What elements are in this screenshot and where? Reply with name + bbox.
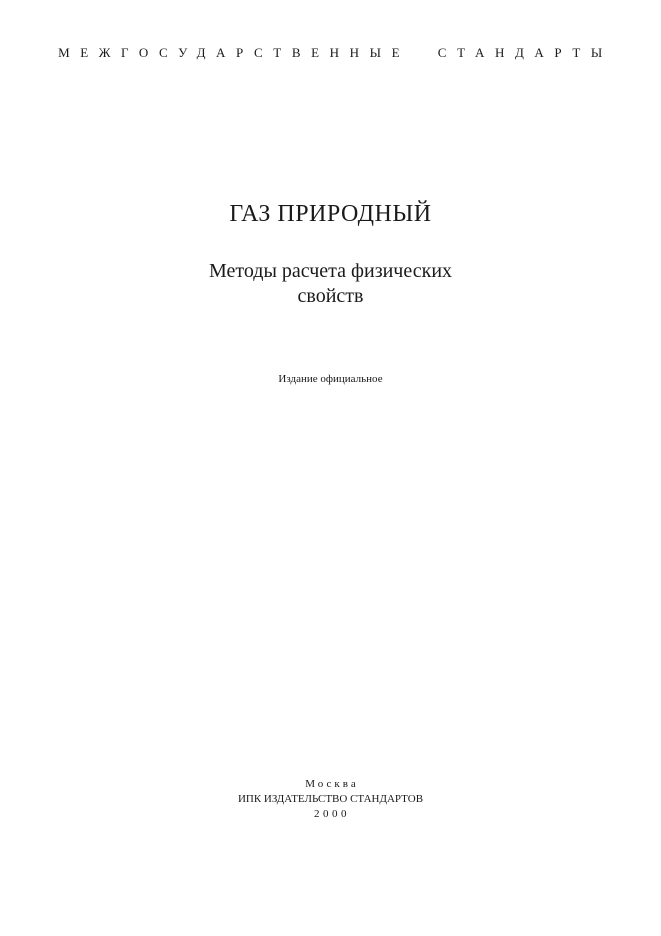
document-subtitle: [0, 259, 661, 309]
series-heading: МЕЖГОСУДАРСТВЕННЫЕ СТАНДАРТЫ: [58, 45, 613, 60]
subtitle-line-2: свойств: [297, 285, 364, 307]
imprint-publisher: ИПК ИЗДАТЕЛЬСТВО СТАНДАРТОВ: [237, 793, 424, 805]
document-title: ГАЗ ПРИРОДНЫЙ: [229, 201, 432, 227]
imprint-city: Москва: [305, 778, 359, 790]
edition-note: Издание официальное: [278, 373, 383, 385]
imprint-year: 2000: [314, 808, 350, 820]
subtitle-line-1: Методы расчета физических: [208, 260, 453, 282]
imprint-block: [0, 777, 661, 822]
